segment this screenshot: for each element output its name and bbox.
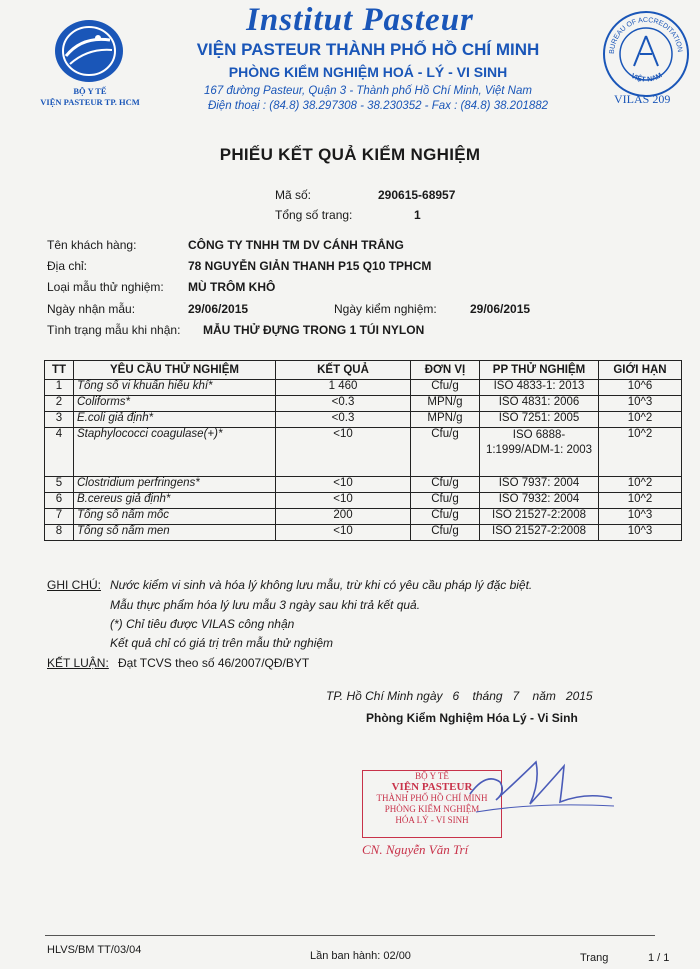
row-test: E.coli giả định* [74, 412, 276, 428]
row-result: <10 [276, 493, 411, 509]
condition-label: Tình trạng mẫu khi nhận: [47, 323, 181, 337]
row-method: ISO 21527-2:2008 [480, 509, 599, 525]
row-limit: 10^6 [599, 380, 682, 396]
stamp-line-4: PHÒNG KIỂM NGHIỆM [384, 804, 480, 814]
row-result: <10 [276, 477, 411, 493]
row-unit: Cfu/g [411, 509, 480, 525]
customer-name: CÔNG TY TNHH TM DV CÁNH TRẮNG [188, 238, 404, 252]
institute-name: VIỆN PASTEUR THÀNH PHỐ HỒ CHÍ MINH [196, 40, 540, 59]
table-row [45, 477, 682, 493]
stamp-line-5: HÓA LÝ - VI SINH [395, 815, 469, 825]
col-method: PP THỬ NGHIỆM [480, 361, 599, 380]
row-limit: 10^2 [599, 428, 682, 477]
document-title: PHIẾU KẾT QUẢ KIỂM NGHIỆM [219, 145, 481, 164]
table-row [45, 509, 682, 525]
ma-so-value: 290615-68957 [378, 188, 456, 202]
note-line-3: (*) Chỉ tiêu được VILAS công nhận [110, 617, 295, 631]
row-tt: 1 [45, 380, 74, 396]
row-result: <10 [276, 428, 411, 477]
customer-name-label: Tên khách hàng: [47, 238, 137, 252]
row-limit: 10^3 [599, 396, 682, 412]
customer-address: 78 NGUYỄN GIẢN THANH P15 Q10 TPHCM [188, 259, 432, 273]
page-number: 1 / 1 [648, 952, 670, 964]
svg-text:VIỆT NAM [630, 72, 664, 84]
row-test: B.cereus giả định* [74, 493, 276, 509]
signoff-department: Phòng Kiểm Nghiệm Hóa Lý - Vi Sinh [366, 711, 578, 725]
col-test: YÊU CẦU THỬ NGHIỆM [74, 361, 276, 380]
row-unit: MPN/g [411, 412, 480, 428]
stamp-line-1: BỘ Y TẾ [415, 771, 449, 781]
sample-type-label: Loại mẫu thử nghiệm: [47, 280, 164, 294]
row-test: Tổng số nấm men [74, 525, 276, 541]
institute-address: 167 đường Pasteur, Quận 3 - Thành phố Hồ Chí Minh, Việt Nam [204, 85, 532, 97]
table-row [45, 428, 682, 477]
received-date-label: Ngày nhận mẫu: [47, 302, 136, 316]
row-test: Clostridium perfringens* [74, 477, 276, 493]
col-unit: ĐƠN VỊ [411, 361, 480, 380]
row-method: ISO 4833-1: 2013 [480, 380, 599, 396]
row-unit: Cfu/g [411, 477, 480, 493]
row-tt: 4 [45, 428, 74, 477]
place-date: TP. Hồ Chí Minh ngày 6 tháng 7 năm 2015 [326, 689, 593, 703]
institute-caption: VIỆN PASTEUR TP. HCM [40, 97, 140, 107]
row-result: 200 [276, 509, 411, 525]
row-method: ISO 21527-2:2008 [480, 525, 599, 541]
row-tt: 8 [45, 525, 74, 541]
ministry-caption: BỘ Y TẾ [73, 86, 107, 96]
row-unit: Cfu/g [411, 493, 480, 509]
tested-date-label: Ngày kiểm nghiệm: [334, 302, 437, 316]
row-limit: 10^2 [599, 477, 682, 493]
sample-condition: MẪU THỬ ĐỰNG TRONG 1 TÚI NYLON [203, 323, 425, 337]
note-line-2: Mẫu thực phẩm hóa lý lưu mẫu 3 ngày sau khi trả kết quả. [110, 598, 421, 612]
row-method: ISO 6888-1:1999/ADM-1: 2003 [480, 428, 599, 477]
row-limit: 10^2 [599, 412, 682, 428]
row-limit: 10^3 [599, 509, 682, 525]
stamp-line-2: VIỆN PASTEUR [391, 781, 473, 793]
notes-label: GHI CHÚ: [47, 578, 101, 592]
col-limit: GIỚI HẠN [599, 361, 682, 380]
table-header-row [45, 361, 682, 380]
row-test: Staphylococci coagulase(+)* [74, 428, 276, 477]
signer-name: CN. Nguyễn Văn Trí [362, 842, 469, 857]
row-limit: 10^2 [599, 493, 682, 509]
row-method: ISO 4831: 2006 [480, 396, 599, 412]
row-method: ISO 7932: 2004 [480, 493, 599, 509]
tested-date: 29/06/2015 [470, 302, 531, 316]
table-row [45, 525, 682, 541]
accreditation-seal [600, 8, 692, 100]
row-result: 1 460 [276, 380, 411, 396]
table-row [45, 493, 682, 509]
ma-so-label: Mã số: [275, 188, 312, 202]
department-name: PHÒNG KIỂM NGHIỆM HOÁ - LÝ - VI SINH [228, 64, 508, 80]
row-result: <0.3 [276, 396, 411, 412]
row-result: <10 [276, 525, 411, 541]
row-test: Tổng số vi khuẩn hiếu khí* [74, 380, 276, 396]
received-date: 29/06/2015 [188, 302, 249, 316]
signature [466, 752, 616, 822]
conclusion-text: Đạt TCVS theo số 46/2007/QĐ/BYT [118, 656, 310, 670]
institute-title: Institut Pasteur [246, 2, 474, 38]
stamp-line-3: THÀNH PHỐ HỒ CHÍ MINH [376, 793, 488, 803]
page-count-label: Tổng số trang: [275, 208, 353, 222]
row-limit: 10^3 [599, 525, 682, 541]
customer-address-label: Địa chỉ: [47, 259, 88, 273]
row-test: Coliforms* [74, 396, 276, 412]
accreditation-country: VIỆT NAM [629, 72, 664, 84]
row-result: <0.3 [276, 412, 411, 428]
col-result: KẾT QUẢ [276, 361, 411, 380]
row-unit: Cfu/g [411, 428, 480, 477]
table-row [45, 412, 682, 428]
pasteur-logo [52, 18, 126, 84]
row-tt: 3 [45, 412, 74, 428]
accreditation-text: BUREAU OF ACCREDITATION [608, 16, 684, 55]
page-count-value: 1 [414, 208, 421, 222]
issue-number: Lần ban hành: 02/00 [310, 950, 411, 962]
row-unit: MPN/g [411, 396, 480, 412]
conclusion-label: KẾT LUẬN: [47, 656, 109, 670]
sample-type: MÙ TRÔM KHÔ [188, 280, 276, 294]
form-code: HLVS/BM TT/03/04 [47, 944, 142, 956]
table-row [45, 380, 682, 396]
row-unit: Cfu/g [411, 525, 480, 541]
note-line-1: Nước kiểm vi sinh và hóa lý không lưu mẫu, trừ khi có yêu cầu pháp lý đặc biệt. [110, 578, 533, 592]
table-row [45, 396, 682, 412]
results-table [44, 360, 682, 541]
row-tt: 7 [45, 509, 74, 525]
row-tt: 5 [45, 477, 74, 493]
row-unit: Cfu/g [411, 380, 480, 396]
page-label: Trang [580, 952, 609, 964]
row-test: Tổng số nấm mốc [74, 509, 276, 525]
row-method: ISO 7937: 2004 [480, 477, 599, 493]
row-tt: 6 [45, 493, 74, 509]
note-line-4: Kết quả chỉ có giá trị trên mẫu thử nghiệm [110, 636, 334, 650]
row-tt: 2 [45, 396, 74, 412]
footer-divider [45, 935, 655, 936]
row-method: ISO 7251: 2005 [480, 412, 599, 428]
col-tt: TT [45, 361, 74, 380]
institute-phone: Điện thoại : (84.8) 38.297308 - 38.230352 - Fax : (84.8) 38.201882 [207, 100, 549, 112]
vilas-label: VILAS 209 [614, 92, 671, 106]
